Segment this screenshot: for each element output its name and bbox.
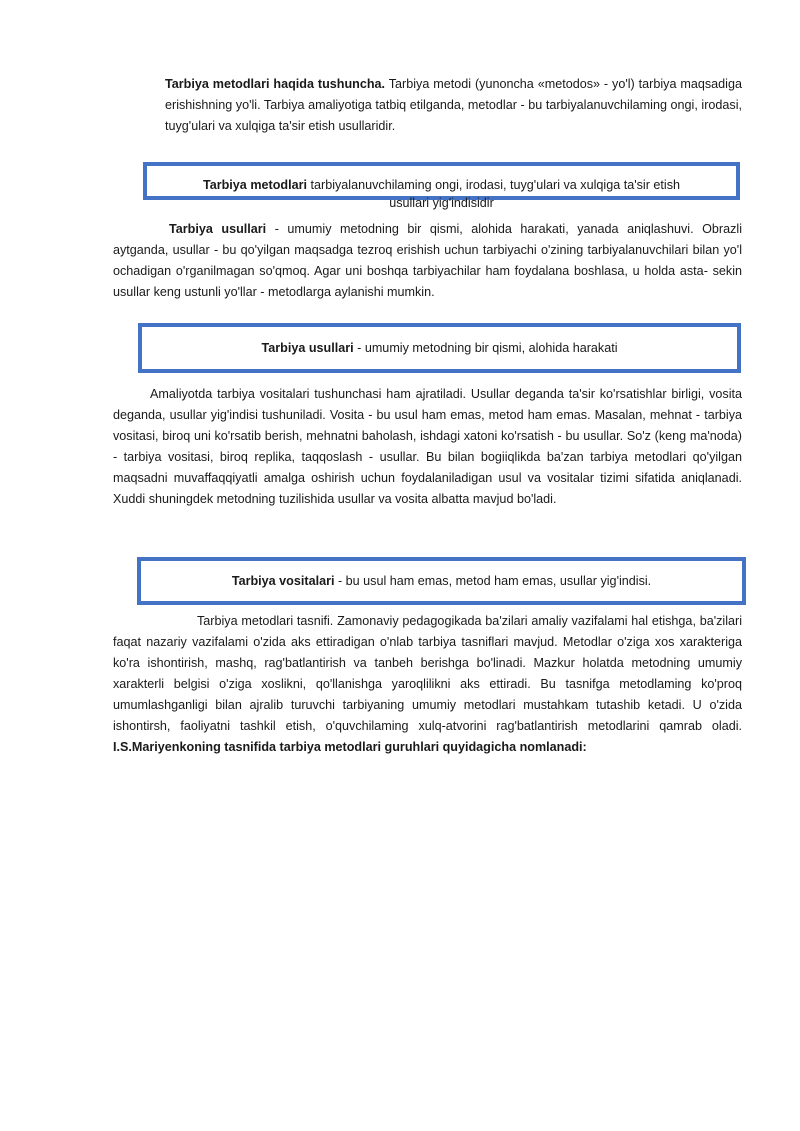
paragraph-classification <box>113 611 742 758</box>
callout-box-techniques-text <box>142 338 737 358</box>
callout-box-techniques-bold: Tarbiya usullari <box>261 341 354 355</box>
callout-box-methods-text <box>147 175 736 195</box>
paragraph-techniques-heading: Tarbiya usullari <box>169 222 267 236</box>
callout-box-techniques <box>138 323 741 373</box>
callout-box-means-rest: - bu usul ham emas, metod ham emas, usullar yig'indisi. <box>334 574 652 588</box>
callout-box-methods-rest: tarbiyalanuvchilaming ongi, irodasi, tuyg'ulari va xulqiga ta'sir etish <box>307 178 681 192</box>
callout-box-methods-bold: Tarbiya metodlari <box>202 178 307 192</box>
paragraph-intro-text: Tarbiya metodi (yunoncha «metodos» - yo'l) tarbiya maqsadiga erishishning yo'li. Tarbiya amaliyotiga tatbiq etilganda, metodlar - bu tarbiyalanuvchilaming ongi, irodasi, tuyg'ulari va xulqiga ta'sir etish usullaridir. <box>165 77 742 133</box>
paragraph-classification-text: Tarbiya metodlari tasnifi. Zamonaviy pedagogikada ba'zilari amaliy vazifalami hal etishga, ba'zilari faqat nazariy vazifalami o'zida aks ettiradigan o'nlab tarbiya tasniflari mavjud. Metodlar o'ziga xos xarakteriga ko'ra ishontirish, mashq, rag'batlantirish va tanbeh berishga bo'linadi. Mazkur holatda metodning umumiy xarakterli belgisi o'ziga xoslikni, qo'llanishga yaroqlilikni aks ettiradi. Bu tasnifga metodlaming ko'proq umumlashganligi bilan ajralib turuvchi tarbiyaning umumiy metodlari mustahkam tutashib ketadi. U o'zida ishontirsh, faoliyatni tashkil etish, o'quvchilaming xulq-atvorini rag'batlantirish metodlarini qamrab oladi. <box>113 614 742 733</box>
paragraph-techniques-text: - umumiy metodning bir qismi, alohida harakati, yanada aniqlashuvi. Obrazli aytganda, usullar - bu qo'yilgan maqsadga tezroq erishish uchun tarbiyachi o'zining tarbiyalanuvchilari bilan yo'l ochadigan o'rganilmagan so'qmoq. Agar uni boshqa tarbiyachilar ham foydalana boshlasa, u holda asta- sekin usullar keng ustunli yo'llar - metodlarga aylanishi mumkin. <box>113 222 742 299</box>
callout-box-methods-cut-line: usullari yig'indisidir <box>389 196 494 210</box>
paragraph-intro-heading: Tarbiya metodlari haqida tushuncha. <box>165 77 386 91</box>
callout-box-means-text <box>141 571 742 591</box>
callout-box-means <box>137 557 746 605</box>
callout-box-methods <box>143 162 740 210</box>
callout-box-techniques-rest: - umumiy metodning bir qismi, alohida harakati <box>353 341 618 355</box>
paragraph-classification-bold-tail: I.S.Mariyenkoning tasnifida tarbiya metodlari guruhlari quyidagicha nomlanadi: <box>113 740 587 754</box>
paragraph-techniques <box>113 219 742 303</box>
callout-box-means-bold: Tarbiya vositalari <box>231 574 335 588</box>
paragraph-means: Amaliyotda tarbiya vositalari tushunchasi ham ajratiladi. Usullar deganda ta'sir ko'rsatishlar birligi, vosita deganda, usullar yig'indisi tushuniladi. Vosita - bu usul ham emas, metod ham emas. Masalan, mehnat - tarbiya vositasi, biroq uni ko'rsatib berish, mehnatni baholash, ishdagi xatoni ko'rsatish - bu usullar. So'z (keng ma'noda) - tarbiya vositasi, biroq replika, taqqoslash - usullar. Bu bilan bogiiqlikda ba'zan tarbiya metodlari qo'yilgan maqsadni muvaffaqqiyatli amalga oshirish uchun foydalaniladigan usul va vositalar tizimi sifatida aniqlanadi. Xuddi shuningdek metodning tuzilishida usullar va vosita albatta mavjud bo'ladi. <box>113 387 742 506</box>
paragraph-intro <box>165 74 742 137</box>
